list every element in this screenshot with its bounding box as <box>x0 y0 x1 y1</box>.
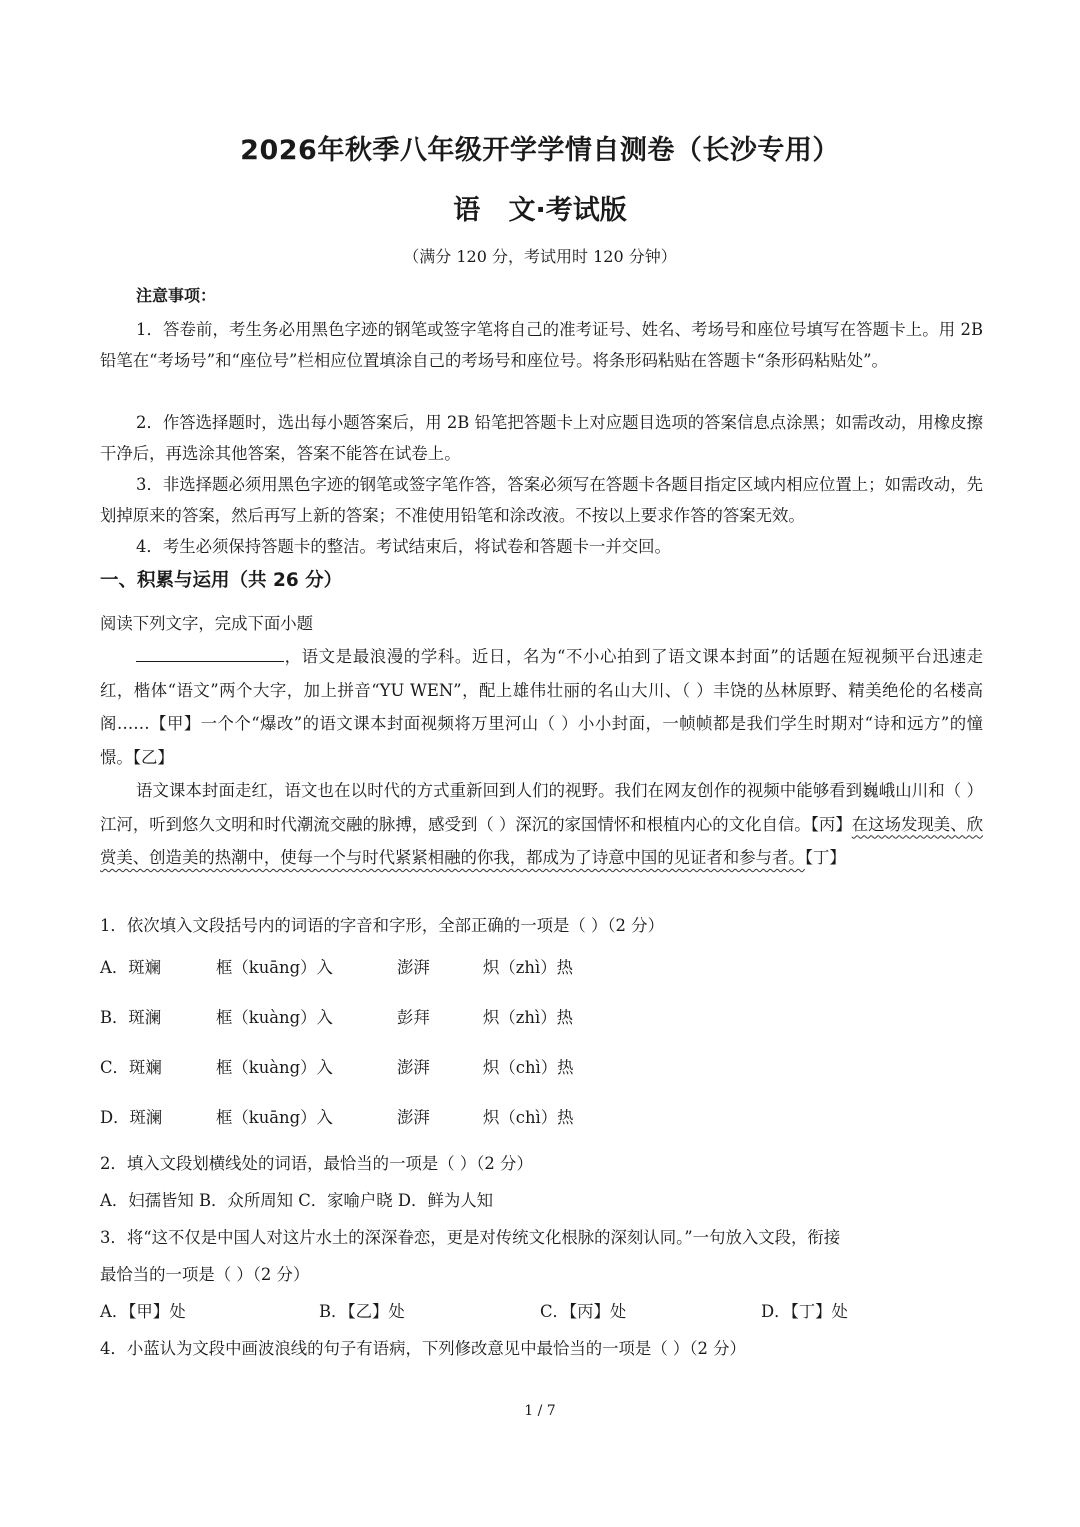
question-3-option-c: C．【丙】处 <box>540 1302 627 1321</box>
exam-meta: （满分 120 分，考试用时 120 分钟） <box>403 247 677 266</box>
option-word: A．斑斓 <box>100 958 162 977</box>
question-2-options: A．妇孺皆知 B．众所周知 C．家喻户晓 D．鲜为人知 <box>100 1191 494 1210</box>
question-3-stem-line-2: 最恰当的一项是（ ）（2 分） <box>100 1265 310 1284</box>
option-word: 澎湃 <box>397 1058 430 1077</box>
note-item-1: 1．答卷前，考生务必用黑色字迹的钢笔或签字笔将自己的准考证号、姓名、考场号和座位号填写在答题卡上。用 2B 铅笔在“考场号”和“座位号”栏相应位置填涂自己的考场号和座位号。将条形码粘贴在答题卡“条形码粘贴处”。 <box>100 320 983 370</box>
option-word: 炽（zhì）热 <box>483 1008 573 1027</box>
passage-paragraph-2 <box>100 774 983 875</box>
passage-2-text: 语文课本封面走红，语文也在以时代的方式重新回到人们的视野。我们在网友创作的视频中能够看到巍峨山川和（ ）江河，听到悠久文明和时代潮流交融的脉搏，感受到（ ）深沉的家国情怀和根植内心的文化自信。 <box>100 781 983 834</box>
option-word: D．斑澜 <box>100 1108 163 1127</box>
notes-heading: 注意事项： <box>136 286 217 305</box>
question-3-option-d: D．【丁】处 <box>761 1302 848 1321</box>
option-word: 澎湃 <box>397 958 430 977</box>
option-word: 框（kuàng）入 <box>216 1058 333 1077</box>
option-word: 澎湃 <box>397 1108 430 1127</box>
note-item-3: 3．非选择题必须用黑色字迹的钢笔或签字笔作答，答案必须写在答题卡各题目指定区域内相应位置上；如需改动，先划掉原来的答案，然后再写上新的答案；不准使用铅笔和涂改液。不按以上要求作答的答案无效。 <box>100 475 983 525</box>
wavy-sentence: 在这场发现美、欣赏美、创造美的热潮中，使每一个与时代紧紧相融的你我，都成为了诗意中国的见证者和参与者。 <box>100 814 983 867</box>
option-word: 炽（chì）热 <box>483 1058 574 1077</box>
question-2-stem: 2．填入文段划横线处的词语，最恰当的一项是（ ）（2 分） <box>100 1154 533 1173</box>
exam-title: 2026年秋季八年级开学学情自测卷（长沙专用） <box>240 135 840 166</box>
fill-blank-line <box>136 644 284 662</box>
option-word: C．斑斓 <box>100 1058 162 1077</box>
note-item-2: 2．作答选择题时，选出每小题答案后，用 2B 铅笔把答题卡上对应题目选项的答案信息点涂黑；如需改动，用橡皮擦干净后，再选涂其他答案，答案不能答在试卷上。 <box>100 413 983 463</box>
question-3-stem-line-1: 3．将“这不仅是中国人对这片水土的深深眷恋，更是对传统文化根脉的深刻认同。”一句放入文段，衔接 <box>100 1228 841 1247</box>
option-word: 框（kuàng）入 <box>216 1008 333 1027</box>
option-word: 框（kuāng）入 <box>216 1108 333 1127</box>
option-word: 炽（chì）热 <box>483 1108 574 1127</box>
reading-instruction: 阅读下列文字，完成下面小题 <box>100 614 314 633</box>
option-word: 彭拜 <box>397 1008 430 1027</box>
passage-paragraph-1 <box>100 640 983 774</box>
marker-bing: 【丙】 <box>810 814 852 834</box>
note-item-4: 4．考生必须保持答题卡的整洁。考试结束后，将试卷和答题卡一并交回。 <box>136 537 671 556</box>
section-heading: 一、积累与运用（共 26 分） <box>100 570 343 591</box>
question-3-option-a: A．【甲】处 <box>100 1302 186 1321</box>
option-word: 框（kuāng）入 <box>216 958 333 977</box>
option-word: B．斑澜 <box>100 1008 162 1027</box>
question-4-stem: 4．小蓝认为文段中画波浪线的句子有语病，下列修改意见中最恰当的一项是（ ）（2 分） <box>100 1339 746 1358</box>
question-3-option-b: B．【乙】处 <box>319 1302 405 1321</box>
page-number: 1 / 7 <box>524 1403 556 1419</box>
question-1-stem: 1．依次填入文段括号内的词语的字音和字形，全部正确的一项是（ ）（2 分） <box>100 916 664 935</box>
marker-ding: 【丁】 <box>804 848 846 867</box>
passage-1-text: ，语文是最浪漫的学科。近日，名为“不小心拍到了语文课本封面”的话题在短视频平台迅速走红，楷体“语文”两个大字，加上拼音“YU WEN”，配上雄伟壮丽的名山大川、（ ）丰饶的丛林原野、精美绝伦的名楼高阁……【甲】一个个“爆改”的语文课本封面视频将万里河山（ ）小小封面，一帧帧都是我们学生时期对“诗和远方”的憧憬。【乙】 <box>100 647 983 767</box>
option-word: 炽（zhì）热 <box>483 958 573 977</box>
exam-subtitle: 语 文·考试版 <box>453 195 627 226</box>
